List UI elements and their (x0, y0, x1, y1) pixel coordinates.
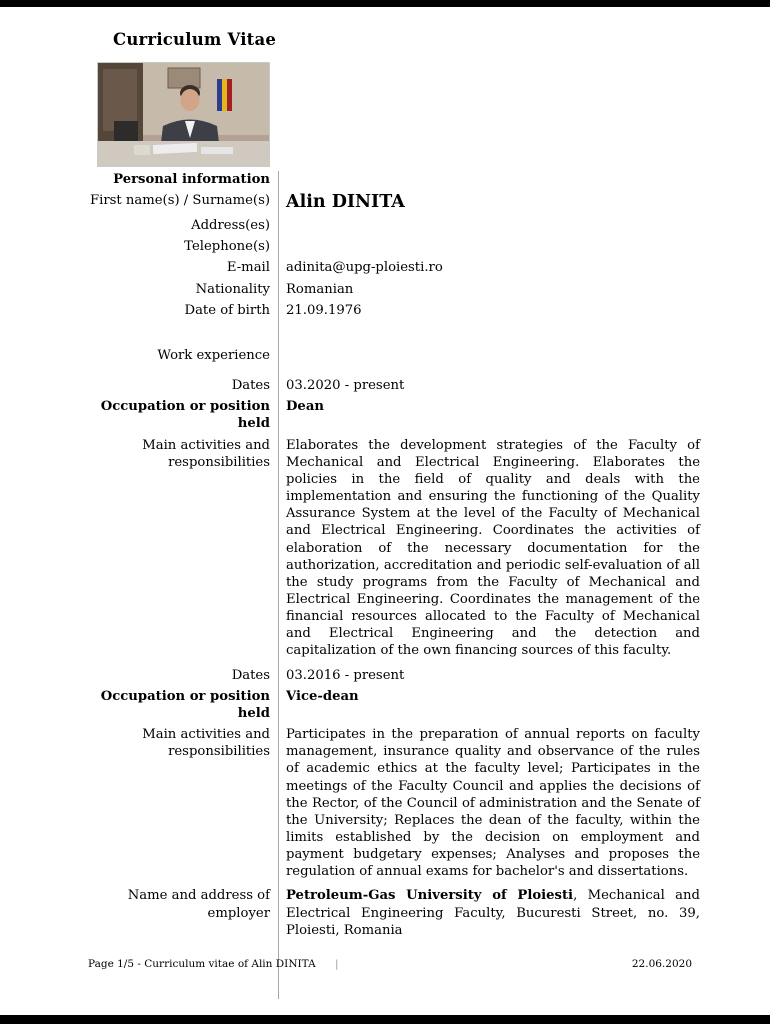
spacer (86, 323, 700, 347)
spacer (86, 368, 700, 377)
dates-value: 03.2016 - present (286, 667, 405, 683)
top-black-bar (0, 0, 770, 7)
date-of-birth-label: Date of birth (184, 302, 270, 318)
dates-value: 03.2020 - present (286, 378, 405, 394)
nationality-value: Romanian (286, 281, 354, 297)
dates-label: Dates (231, 667, 270, 683)
spacer (86, 943, 700, 999)
position-label: Occupation or position held (100, 399, 270, 432)
nationality-label: Nationality (195, 281, 270, 297)
activities-value: Participates in the preparation of annual reports on faculty management, insurance quality and observance of the rules of academic ethics at the faculty level; Participates in the meetings of the Faculty Council and applies the decisions of the Rector, of the Council of administration and the Senate of the University; Replaces the dean of the faculty, within the limits established by the decision on employment and payment budgetary expenses; Analyses and proposes the regulation of annual exams for bachelor's and dissertations. (286, 727, 700, 880)
employer-label: Name and address of employer (127, 888, 270, 921)
cv-table (86, 171, 700, 999)
employer-value (274, 887, 700, 938)
telephone-label: Telephone(s) (184, 239, 270, 255)
portrait-photo (97, 62, 270, 167)
row-name (86, 192, 700, 213)
personal-information-heading: Personal information (113, 172, 270, 187)
employer-address: , Mechanical and Electrical Engineering Faculty, Bucuresti Street, no. 39, Ploiesti, Romania (286, 888, 700, 938)
dates-label: Dates (231, 378, 270, 394)
activities-value: Elaborates the development strategies of the Faculty of Mechanical and Electrical Engineering. Elaborates the policies in the field of quality and deals with the implementation and ensuring the functioning of the Quality Assurance System at the level of the Faculty of Mechanical and Electrical Engineering. Coordinates the activities of elaboration of the necessary documentation for the authorization, accreditation and periodic self-evaluation of all the study programs from the Faculty of Mechanical and Electrical Engineering. Coordinates the management of the financial resources allocated to the Faculty of Mechanical and Electrical Engineering and the detection and capitalization of the own financing sources of this faculty. (286, 437, 700, 659)
footer-date: 22.06.2020 (631, 958, 692, 970)
footer-page-info: Page 1/5 - Curriculum vitae of Alin DINITA (88, 958, 316, 970)
address-value (274, 217, 700, 234)
row-nationality (86, 281, 700, 298)
portrait-photo-graphic (98, 63, 270, 167)
name-label: First name(s) / Surname(s) (89, 193, 270, 209)
row-email (86, 259, 700, 276)
row-date-of-birth (86, 302, 700, 319)
row-address (86, 217, 700, 234)
row-telephone (86, 238, 700, 255)
row-position-1 (86, 398, 700, 432)
row-activities-2 (86, 726, 700, 880)
name-value: Alin DINITA (286, 192, 405, 213)
column-divider (278, 171, 279, 999)
employer-name: Petroleum-Gas University of Ploiesti (286, 888, 574, 904)
page-footer (88, 958, 692, 971)
telephone-value (274, 238, 700, 255)
email-label: E-mail (226, 260, 270, 276)
address-label: Address(es) (191, 218, 270, 234)
row-personal-information (86, 171, 700, 188)
position-label: Occupation or position held (100, 688, 270, 721)
row-dates-1 (86, 377, 700, 394)
row-employer (86, 887, 700, 938)
position-value: Dean (286, 399, 324, 415)
email-value: adinita@upg-ploiesti.ro (286, 260, 443, 276)
row-dates-2 (86, 667, 700, 684)
row-work-experience (86, 347, 700, 364)
bottom-black-bar (0, 1015, 770, 1024)
activities-label: Main activities and responsibilities (142, 727, 270, 760)
row-activities-1 (86, 437, 700, 660)
date-of-birth-value: 21.09.1976 (286, 302, 362, 318)
position-value: Vice-dean (286, 688, 359, 704)
work-experience-heading: Work experience (157, 347, 270, 363)
activities-label: Main activities and responsibilities (142, 437, 270, 470)
row-position-2 (86, 688, 700, 722)
footer-separator: | (335, 958, 339, 970)
page-title: Curriculum Vitae (113, 30, 277, 49)
